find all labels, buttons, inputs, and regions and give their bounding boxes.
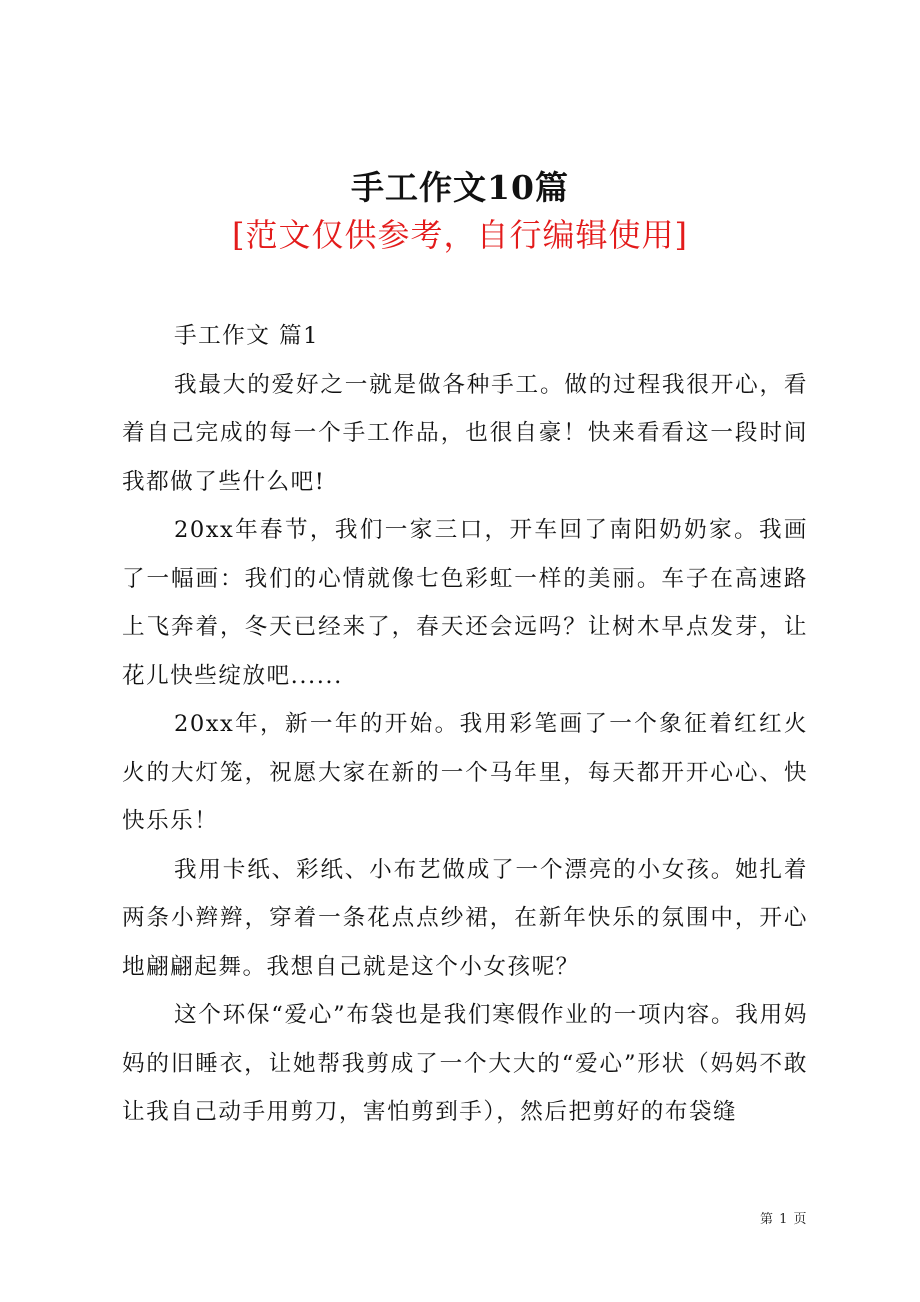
document-body xyxy=(122,312,808,1137)
section-heading: 手工作文 篇1 xyxy=(174,323,320,349)
document-title: 手工作文10篇 xyxy=(351,168,569,207)
paragraph: 20xx年，新一年的开始。我用彩笔画了一个象征着红红火火的大灯笼，祝愿大家在新的一个马年里，每天都开开心心、快快乐乐！ xyxy=(122,711,808,834)
document-subtitle: [范文仅供参考，自行编辑使用] xyxy=(232,216,688,254)
paragraph: 这个环保“爱心”布袋也是我们寒假作业的一项内容。我用妈妈的旧睡衣，让她帮我剪成了一个大大的“爱心”形状（妈妈不敢让我自己动手用剪刀，害怕剪到手），然后把剪好的布袋缝 xyxy=(122,1002,808,1125)
paragraph: 我最大的爱好之一就是做各种手工。做的过程我很开心，看着自己完成的每一个手工作品，也很自豪！快来看看这一段时间我都做了些什么吧! xyxy=(122,371,808,495)
paragraph: 20xx年春节，我们一家三口，开车回了南阳奶奶家。我画了一幅画：我们的心情就像七色彩虹一样的美丽。车子在高速路上飞奔着，冬天已经来了，春天还会远吗？让树木早点发芽，让花儿快些绽放吧...... xyxy=(122,517,808,689)
page-number: 第 1 页 xyxy=(760,1212,808,1227)
paragraph: 我用卡纸、彩纸、小布艺做成了一个漂亮的小女孩。她扎着两条小辫辫，穿着一条花点点纱裙，在新年快乐的氛围中，开心地翩翩起舞。我想自己就是这个小女孩呢？ xyxy=(122,856,808,980)
